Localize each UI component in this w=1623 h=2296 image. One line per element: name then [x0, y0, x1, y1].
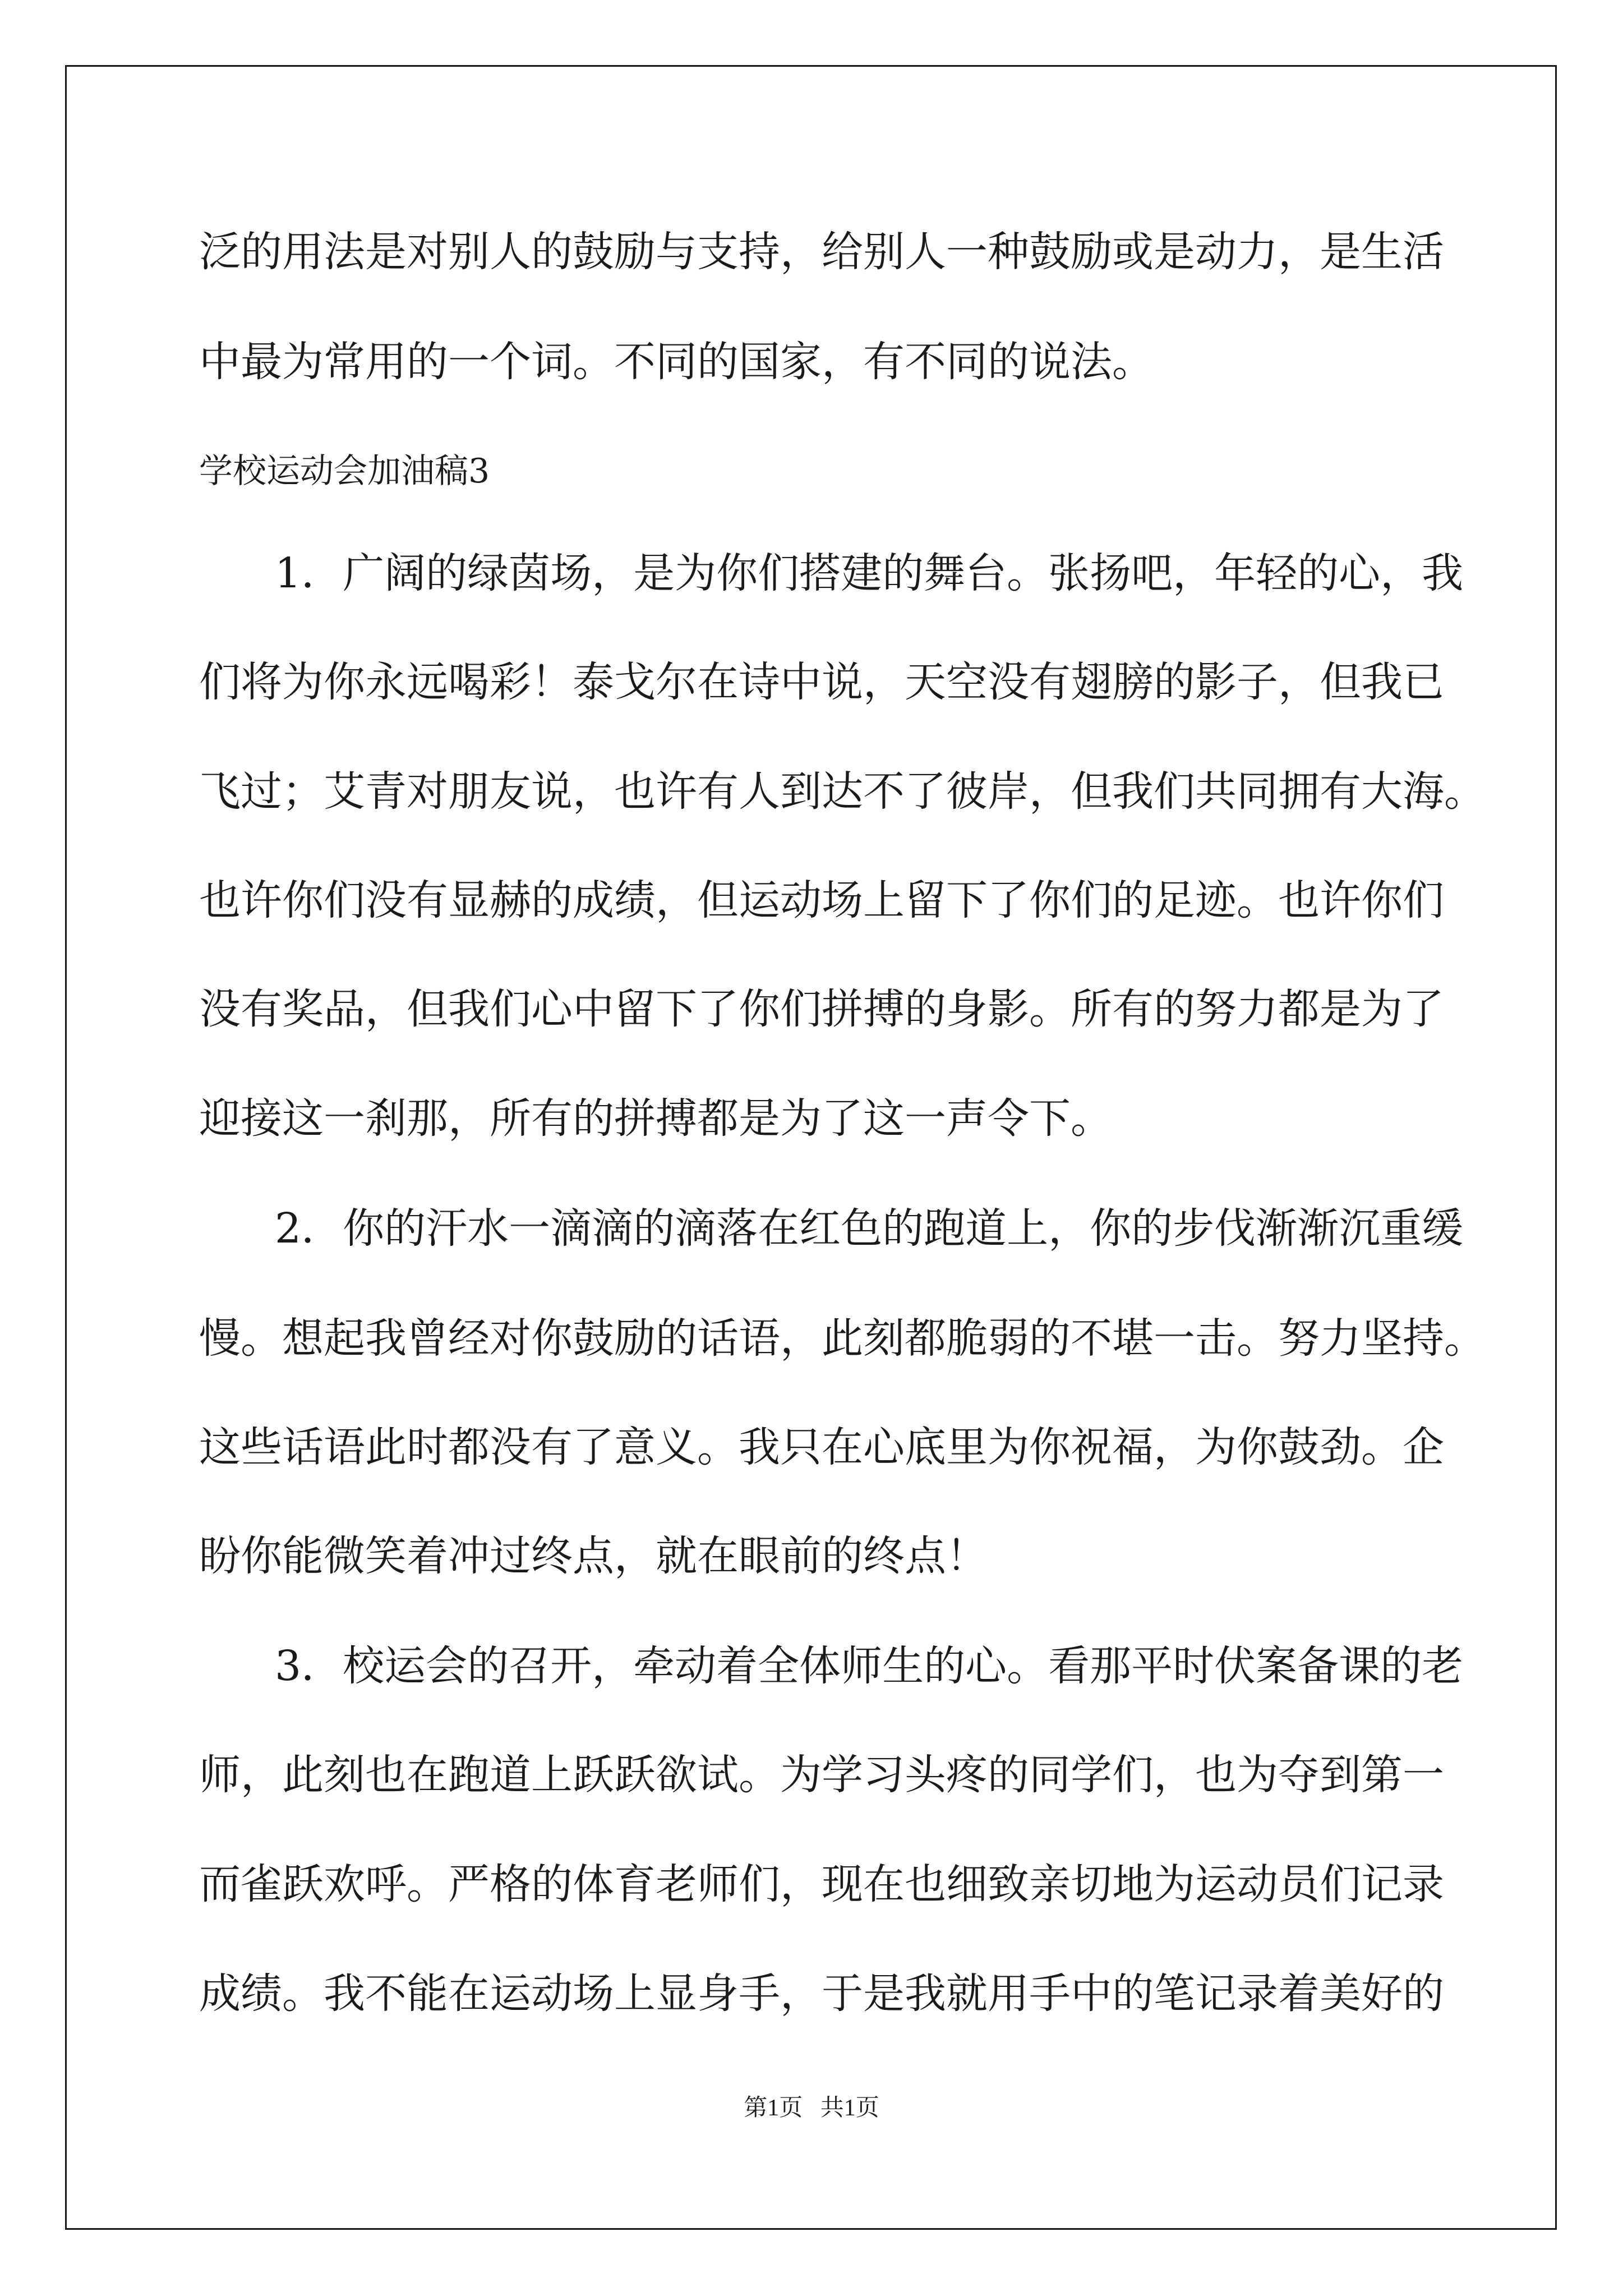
paragraph-line: 盼你能微笑着冲过终点，就在眼前的终点！: [199, 1532, 988, 1580]
paragraph-line: 慢。想起我曾经对你鼓励的话语，此刻都脆弱的不堪一击。努力坚持。: [199, 1314, 1486, 1363]
paragraph-line: 飞过；艾青对朋友说，也许有人到达不了彼岸，但我们共同拥有大海。: [199, 767, 1486, 816]
paragraph-line: 师，此刻也在跑道上跃跃欲试。为学习头疼的同学们，也为夺到第一: [199, 1751, 1444, 1799]
paragraph-line: 这些话语此时都没有了意义。我只在心底里为你祝福，为你鼓劲。企: [199, 1423, 1444, 1471]
paragraph-line: 中最为常用的一个词。不同的国家，有不同的说法。: [199, 338, 1154, 386]
paragraph-line: 们将为你永远喝彩！泰戈尔在诗中说，天空没有翅膀的影子，但我已: [199, 658, 1444, 706]
paragraph-line: 迎接这一刹那，所有的拼搏都是为了这一声令下。: [199, 1094, 1112, 1143]
paragraph-line: 泛的用法是对别人的鼓励与支持，给别人一种鼓励或是动力，是生活: [199, 228, 1444, 276]
paragraph-line: 2．你的汗水一滴滴的滴落在红色的跑道上，你的步伐渐渐沉重缓: [275, 1204, 1464, 1253]
paragraph-line: 而雀跃欢呼。严格的体育老师们，现在也细致亲切地为运动员们记录: [199, 1860, 1444, 1908]
paragraph-line: 也许你们没有显赫的成绩，但运动场上留下了你们的足迹。也许你们: [199, 876, 1444, 924]
paragraph-line: 3．校运会的召开，牵动着全体师生的心。看那平时伏案备课的老: [275, 1642, 1464, 1690]
section-heading: 学校运动会加油稿3: [199, 452, 490, 491]
paragraph-line: 没有奖品，但我们心中留下了你们拼搏的身影。所有的努力都是为了: [199, 985, 1444, 1033]
paragraph-line: 1．广阔的绿茵场，是为你们搭建的舞台。张扬吧，年轻的心，我: [275, 549, 1464, 597]
paragraph-line: 成绩。我不能在运动场上显身手，于是我就用手中的笔记录着美好的: [199, 1970, 1444, 2018]
page-footer: 第1页 共1页: [744, 2095, 879, 2121]
